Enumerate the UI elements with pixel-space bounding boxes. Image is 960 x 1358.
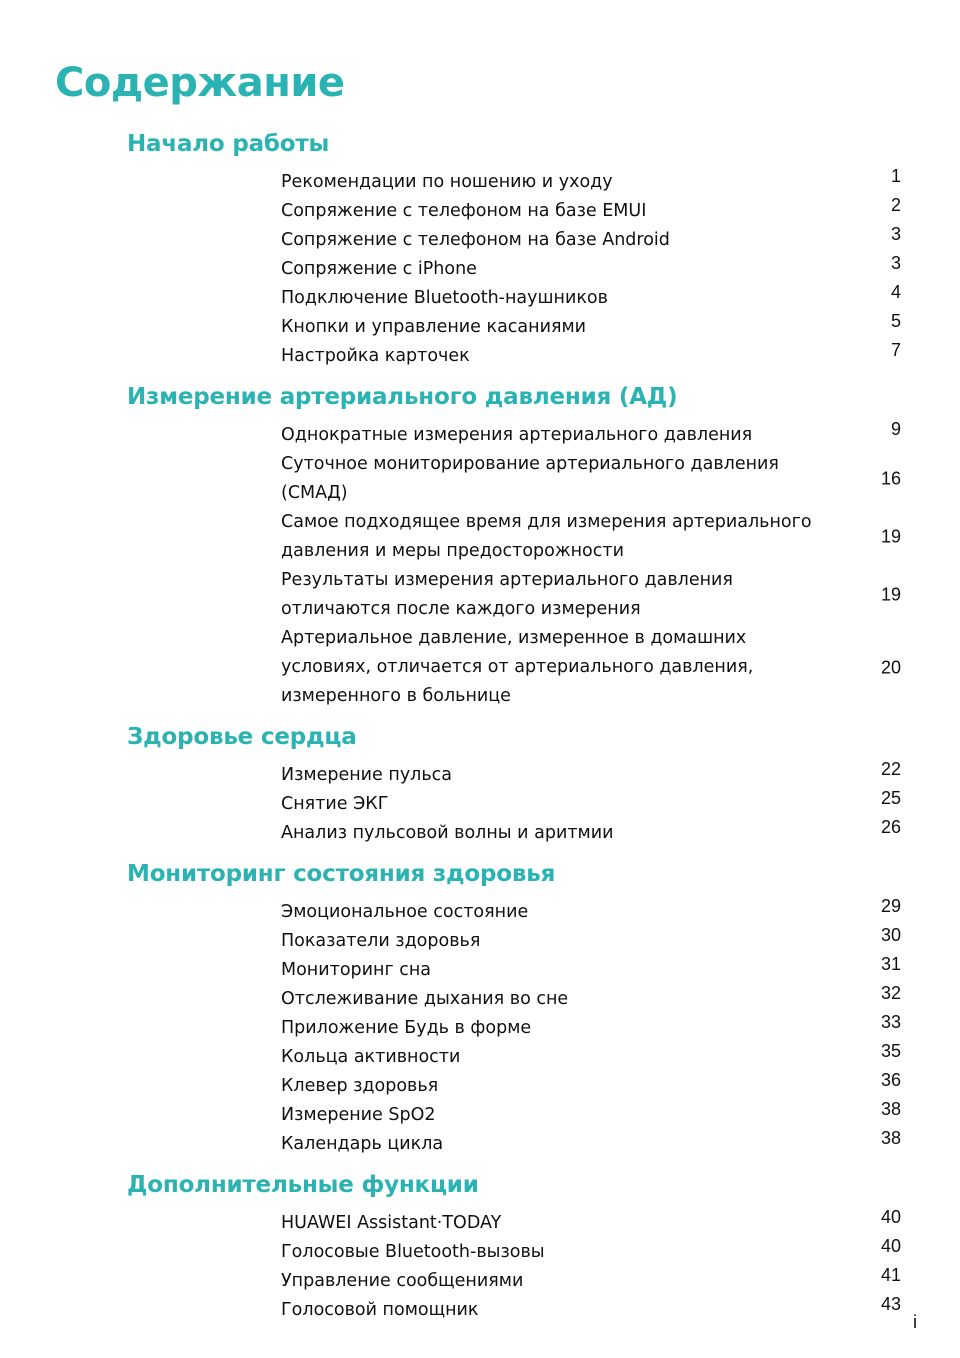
toc-entry[interactable]	[281, 1238, 901, 1267]
toc-entry[interactable]	[281, 342, 901, 371]
toc-entry[interactable]	[281, 1043, 901, 1072]
toc-section	[0, 381, 960, 711]
toc-entry[interactable]	[281, 1101, 901, 1130]
toc-section	[0, 858, 960, 1159]
toc-entry-page-number[interactable]: 7	[890, 340, 901, 360]
toc-entry[interactable]	[281, 624, 901, 711]
toc-entry-title[interactable]: Отслеживание дыхания во сне	[281, 989, 569, 1009]
page-title: Содержание	[55, 60, 345, 106]
toc-entry-page-number[interactable]: 4	[890, 282, 901, 302]
toc-entry[interactable]	[281, 1296, 901, 1325]
toc-entry-page-number[interactable]: 36	[880, 1070, 901, 1090]
toc-entry-title[interactable]: Измерение пульса	[281, 765, 453, 785]
toc-entry[interactable]	[281, 927, 901, 956]
toc-entry-title[interactable]: Настройка карточек	[281, 346, 470, 366]
table-of-contents	[0, 128, 960, 1325]
toc-entry[interactable]	[281, 284, 901, 313]
page-number: i	[913, 1312, 917, 1332]
toc-entry-title[interactable]: Сопряжение с телефоном на базе Android	[281, 230, 670, 250]
toc-entry-title[interactable]: Однократные измерения артериального давления	[281, 425, 753, 445]
toc-entry-page-number[interactable]: 26	[880, 817, 901, 837]
toc-entry-title[interactable]: Снятие ЭКГ	[281, 794, 389, 814]
toc-entry-page-number[interactable]: 35	[880, 1041, 901, 1061]
toc-entry-title[interactable]: Клевер здоровья	[281, 1076, 439, 1096]
toc-entry-page-number[interactable]: 25	[880, 788, 901, 808]
section-title[interactable]: Измерение артериального давления (АД)	[127, 384, 678, 410]
toc-entry-page-number[interactable]: 20	[880, 657, 901, 677]
toc-entry-title[interactable]: Рекомендации по ношению и уходу	[281, 172, 613, 192]
toc-entry[interactable]	[281, 1209, 901, 1238]
toc-entry[interactable]	[281, 508, 901, 566]
toc-entry-page-number[interactable]: 32	[880, 983, 901, 1003]
toc-entry[interactable]	[281, 255, 901, 284]
toc-entry-page-number[interactable]: 9	[890, 419, 901, 439]
toc-entry[interactable]	[281, 226, 901, 255]
toc-entry[interactable]	[281, 898, 901, 927]
toc-entry-title[interactable]: Суточное мониторирование артериального давления (СМАД)	[281, 454, 779, 503]
toc-section	[0, 721, 960, 848]
toc-entry[interactable]	[281, 421, 901, 450]
toc-entry-title[interactable]: Управление сообщениями	[281, 1271, 524, 1291]
toc-entry-title[interactable]: Голосовой помощник	[281, 1300, 479, 1320]
toc-entry-page-number[interactable]: 3	[890, 224, 901, 244]
toc-entry-page-number[interactable]: 22	[880, 759, 901, 779]
toc-entry[interactable]	[281, 450, 901, 508]
toc-entry-title[interactable]: Сопряжение с iPhone	[281, 259, 477, 279]
toc-entry-title[interactable]: Подключение Bluetooth-наушников	[281, 288, 608, 308]
toc-entry[interactable]	[281, 1072, 901, 1101]
toc-entry[interactable]	[281, 566, 901, 624]
section-title[interactable]: Здоровье сердца	[127, 724, 357, 750]
toc-entry-page-number[interactable]: 30	[880, 925, 901, 945]
section-title[interactable]: Начало работы	[127, 131, 330, 157]
toc-entry[interactable]	[281, 197, 901, 226]
toc-entry-title[interactable]: Голосовые Bluetooth-вызовы	[281, 1242, 545, 1262]
section-title[interactable]: Дополнительные функции	[127, 1172, 479, 1198]
toc-entry-title[interactable]: Самое подходящее время для измерения артериального давления и меры предосторожности	[281, 512, 812, 561]
toc-entry-page-number[interactable]: 38	[880, 1128, 901, 1148]
toc-section	[0, 128, 960, 371]
toc-entry-title[interactable]: Эмоциональное состояние	[281, 902, 529, 922]
toc-entry-page-number[interactable]: 2	[890, 195, 901, 215]
toc-entry-title[interactable]: Показатели здоровья	[281, 931, 481, 951]
toc-entry[interactable]	[281, 761, 901, 790]
toc-entry-page-number[interactable]: 19	[880, 526, 901, 547]
toc-entry-page-number[interactable]: 40	[880, 1207, 901, 1227]
toc-entry[interactable]	[281, 819, 901, 848]
toc-entry-page-number[interactable]: 3	[890, 253, 901, 273]
toc-entry[interactable]	[281, 956, 901, 985]
toc-entry[interactable]	[281, 790, 901, 819]
toc-entry[interactable]	[281, 1267, 901, 1296]
toc-entry-page-number[interactable]: 5	[890, 311, 901, 331]
toc-entry-title[interactable]: Мониторинг сна	[281, 960, 431, 980]
toc-entry-title[interactable]: Сопряжение с телефоном на базе EMUI	[281, 201, 647, 221]
toc-entry-page-number[interactable]: 43	[880, 1294, 901, 1314]
toc-entry[interactable]	[281, 1130, 901, 1159]
toc-entry-title[interactable]: Измерение SpO2	[281, 1105, 436, 1125]
toc-entry-title[interactable]: HUAWEI Assistant·TODAY	[281, 1213, 502, 1233]
toc-entry-title[interactable]: Кольца активности	[281, 1047, 461, 1067]
toc-entry-title[interactable]: Календарь цикла	[281, 1134, 444, 1154]
toc-entry-title[interactable]: Анализ пульсовой волны и аритмии	[281, 823, 614, 843]
toc-entry-title[interactable]: Результаты измерения артериального давления отличаются после каждого измерения	[281, 570, 733, 619]
section-title[interactable]: Мониторинг состояния здоровья	[127, 861, 556, 887]
toc-entry-page-number[interactable]: 1	[890, 166, 901, 186]
toc-entry-title[interactable]: Кнопки и управление касаниями	[281, 317, 587, 337]
toc-entry-page-number[interactable]: 33	[880, 1012, 901, 1032]
toc-entry-title[interactable]: Артериальное давление, измеренное в домашних условиях, отличается от артериального давления, измеренного в больнице	[281, 628, 754, 706]
toc-entry-page-number[interactable]: 16	[880, 468, 901, 489]
toc-entry[interactable]	[281, 168, 901, 197]
toc-entry-page-number[interactable]: 38	[880, 1099, 901, 1119]
toc-entry[interactable]	[281, 1014, 901, 1043]
toc-entry-page-number[interactable]: 31	[880, 954, 901, 974]
toc-entry[interactable]	[281, 985, 901, 1014]
toc-entry-page-number[interactable]: 29	[880, 896, 901, 916]
toc-entry-page-number[interactable]: 19	[880, 584, 901, 605]
toc-entry-title[interactable]: Приложение Будь в форме	[281, 1018, 532, 1038]
toc-entry[interactable]	[281, 313, 901, 342]
toc-section	[0, 1169, 960, 1325]
toc-entry-page-number[interactable]: 40	[880, 1236, 901, 1256]
toc-entry-page-number[interactable]: 41	[880, 1265, 901, 1285]
